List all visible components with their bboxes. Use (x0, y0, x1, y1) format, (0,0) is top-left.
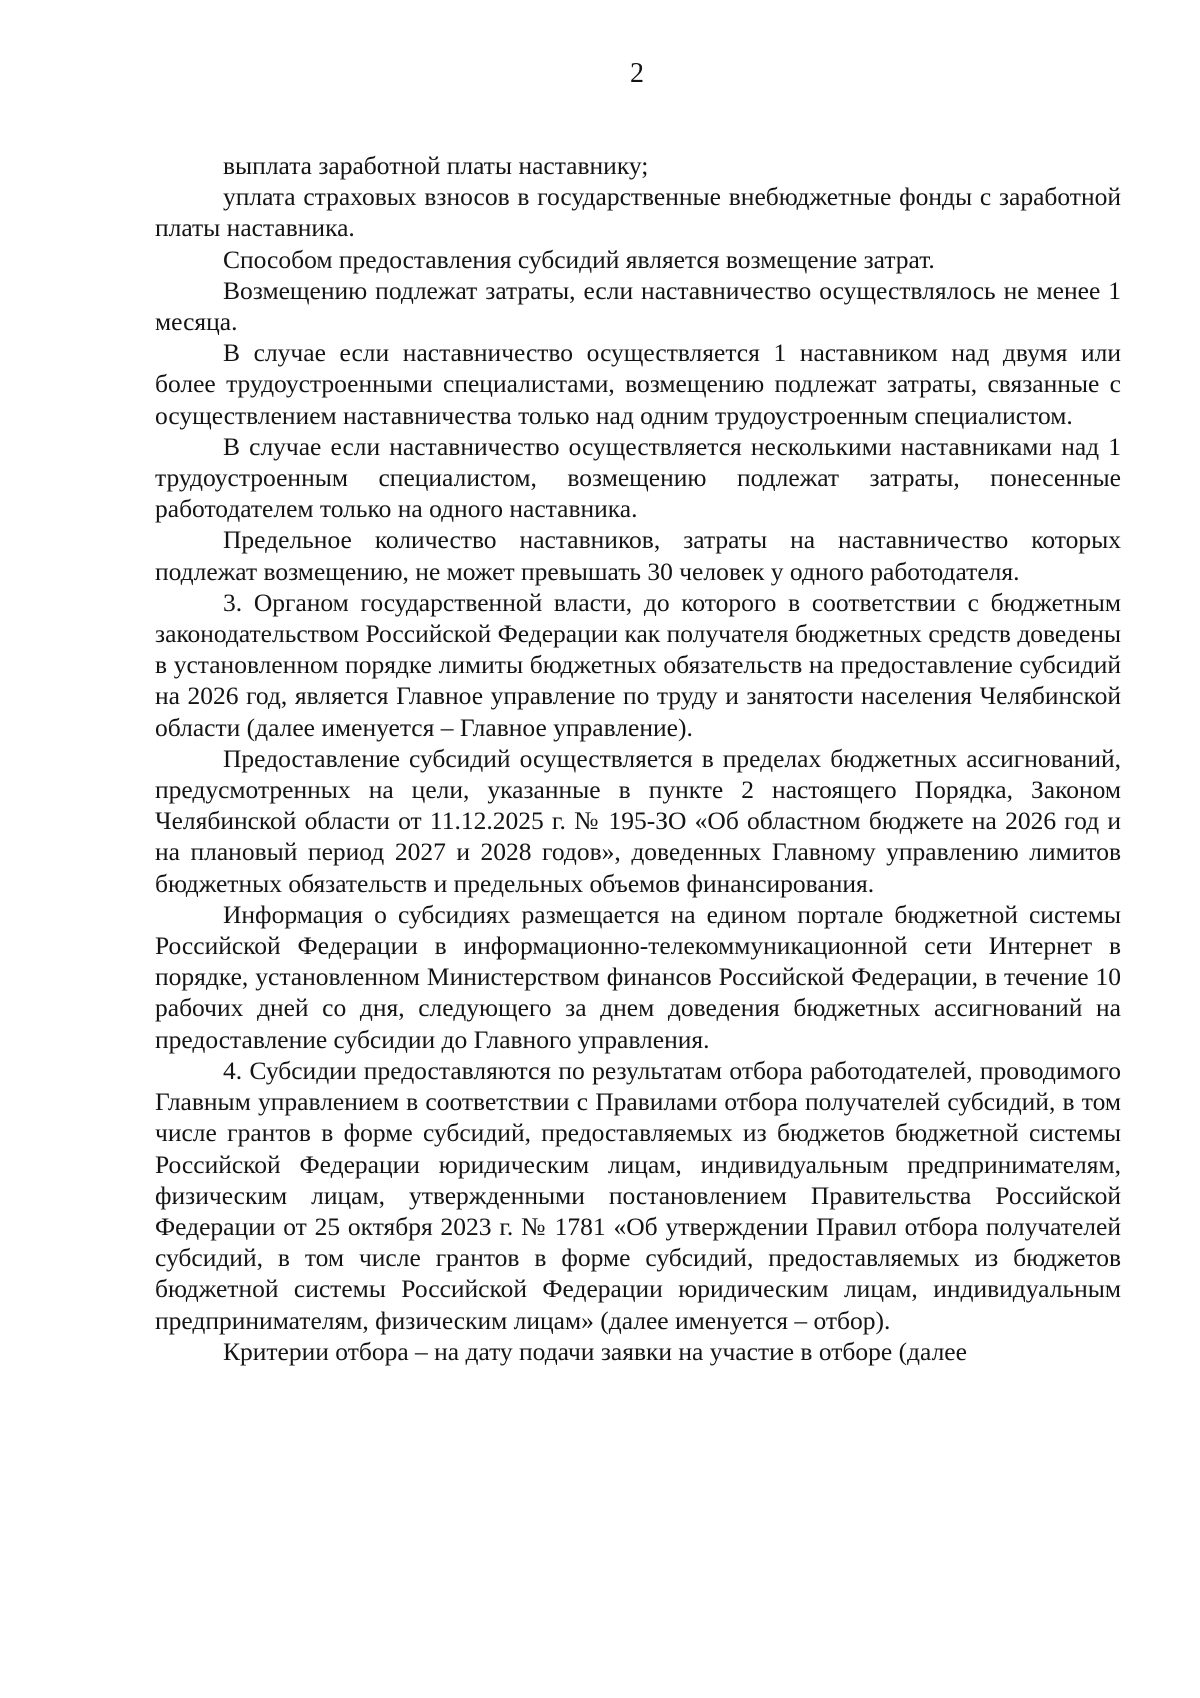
document-body (155, 150, 1121, 1367)
paragraph-mentor-limit: Предельное количество наставников, затраты на наставничество которых подлежат возмещению, не может превышать 30 человек у одного работодателя. (155, 525, 1121, 586)
paragraph-insurance-contributions: уплата страховых взносов в государственные внебюджетные фонды с заработной платы наставника. (155, 182, 1121, 243)
paragraph-portal-information: Информация о субсидиях размещается на едином портале бюджетной системы Российской Федерации в информационно-телекоммуникационной сети Интернет в порядке, установленном Министерством финансов Российской Федерации, в течение 10 рабочих дней со дня, следующего за днем доведения бюджетных ассигнований на предоставление субсидии до Главного управления. (155, 899, 1121, 1054)
paragraph-section-4-selection: 4. Субсидии предоставляются по результатам отбора работодателей, проводимого Главным управлением в соответствии с Правилами отбора получателей субсидий, в том числе грантов в форме субсидий, предоставляемых из бюджетов бюджетной системы Российской Федерации юридическим лицам, индивидуальным предпринимателям, физическим лицам, утвержденными постановлением Правительства Российской Федерации от 25 октября 2023 г. № 1781 «Об утверждении Правил отбора получателей субсидий, в том числе грантов в форме субсидий, предоставляемых из бюджетов бюджетной системы Российской Федерации юридическим лицам, индивидуальным предпринимателям, физическим лицам» (далее именуется – отбор). (155, 1055, 1121, 1335)
paragraph-mentor-salary: выплата заработной платы наставнику; (223, 151, 649, 180)
paragraph-budget-allocations: Предоставление субсидий осуществляется в пределах бюджетных ассигнований, предусмотренных на цели, указанные в пункте 2 настоящего Порядка, Законом Челябинской области от 11.12.2025 г. № 195-ЗО «Об областном бюджете на 2026 год и на плановый период 2027 и 2028 годов», доведенных Главному управлению лимитов бюджетных обязательств и предельных объемов финансирования. (155, 743, 1121, 898)
paragraph-subsidy-method: Способом предоставления субсидий является возмещение затрат. (223, 244, 935, 274)
paragraph-reimbursement-condition: Возмещению подлежат затраты, если наставничество осуществлялось не менее 1 месяца. (155, 275, 1121, 337)
paragraph-selection-criteria: Критерии отбора – на дату подачи заявки на участие в отборе (далее (223, 1336, 967, 1366)
page-number: 2 (630, 58, 644, 89)
paragraph-one-mentor-several-specialists: В случае если наставничество осуществляется 1 наставником над двумя или более трудоустроенными специалистами, возмещению подлежат затраты, связанные с осуществлением наставничества только над одним трудоустроенным специалистом. (155, 338, 1121, 430)
paragraph-several-mentors-one-specialist: В случае если наставничество осуществляется несколькими наставниками над 1 трудоустроенным специалистом, возмещению подлежат затраты, понесенные работодателем только на одного наставника. (155, 431, 1121, 524)
paragraph-section-3-authority: 3. Органом государственной власти, до которого в соответствии с бюджетным законодательством Российской Федерации как получателя бюджетных средств доведены в установленном порядке лимиты бюджетных обязательств на предоставление субсидий на 2026 год, является Главное управление по труду и занятости населения Челябинской области (далее именуется – Главное управление). (155, 587, 1121, 742)
